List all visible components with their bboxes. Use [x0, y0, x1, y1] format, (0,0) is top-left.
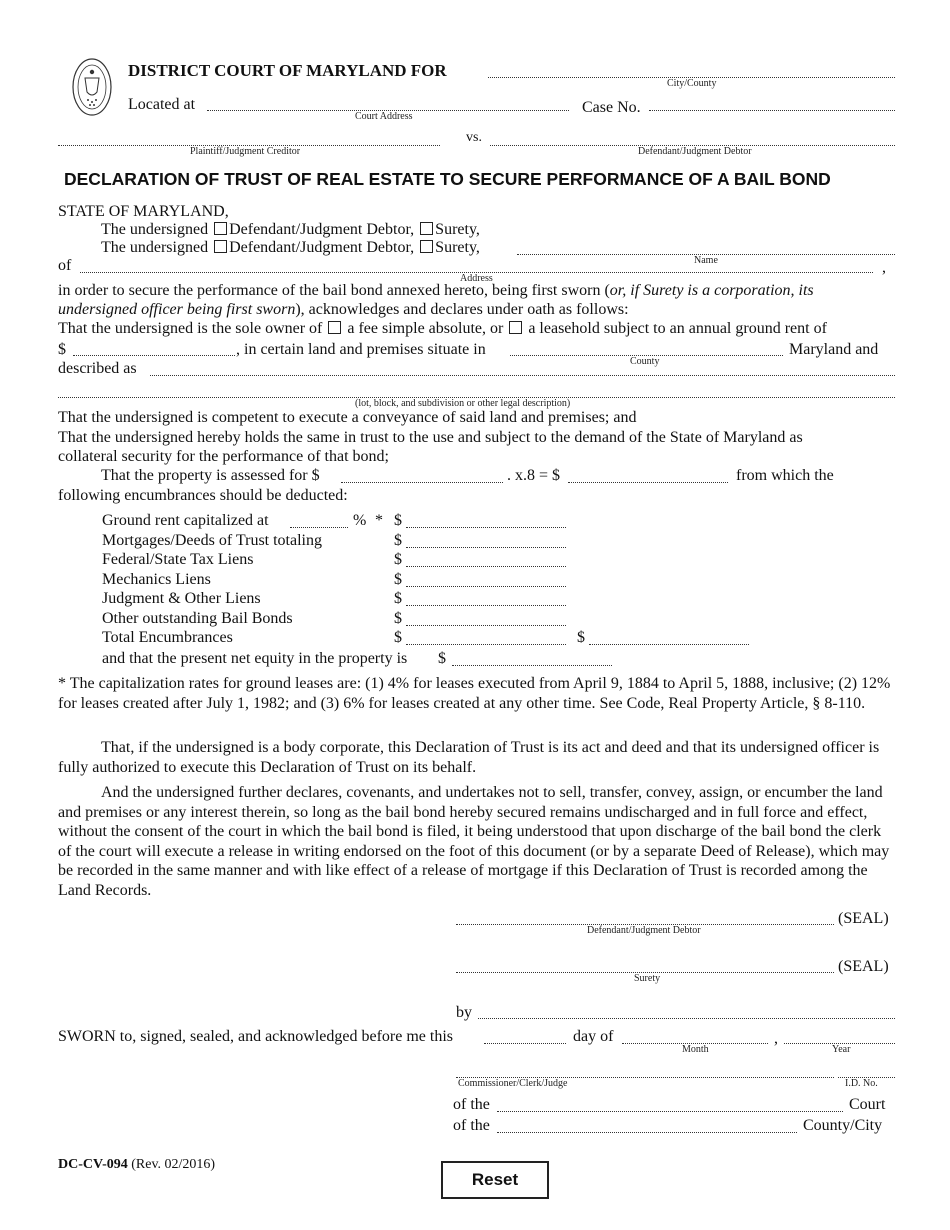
bail-bonds-amount-field[interactable] [406, 625, 566, 626]
case-no-field[interactable] [649, 110, 895, 111]
day-of-label: day of [573, 1028, 614, 1045]
month-caption: Month [682, 1044, 709, 1055]
defendant-option-label: Defendant/Judgment Debtor, [229, 239, 415, 256]
defendant-option-label: Defendant/Judgment Debtor, [229, 221, 415, 238]
seal-label-2: (SEAL) [838, 958, 889, 975]
from-which-label: from which the [736, 467, 834, 484]
fee-simple-checkbox[interactable] [328, 321, 341, 334]
leasehold-checkbox[interactable] [509, 321, 522, 334]
sworn-text-2: ), acknowledges and declares under oath as follows: [295, 301, 629, 318]
date-comma: , [774, 1030, 778, 1047]
sworn-line-2 [58, 301, 629, 319]
day-field[interactable] [484, 1043, 566, 1044]
county-city-label: County/City [803, 1117, 883, 1134]
court-field[interactable] [497, 1111, 843, 1112]
reset-button[interactable]: Reset [441, 1161, 549, 1199]
asterisk-label: * [375, 512, 383, 529]
by-label: by [456, 1004, 472, 1021]
total-encumbrances-label: Total Encumbrances [102, 629, 233, 646]
name-caption: Name [694, 255, 718, 266]
sworn-italic-text: or, if Surety is a corporation, its [609, 282, 814, 299]
of-label: of [58, 257, 72, 274]
owner-text: That the undersigned is the sole owner of [58, 320, 323, 337]
plaintiff-caption: Plaintiff/Judgment Creditor [190, 146, 301, 157]
county-city-field[interactable] [497, 1132, 797, 1133]
ground-rent-rate-field[interactable] [290, 527, 348, 528]
ground-rent-amount-field[interactable] [406, 527, 566, 528]
dollar-label: $ [394, 512, 402, 529]
sworn-line-1 [58, 282, 814, 300]
undersigned-label: The undersigned [101, 221, 209, 238]
legal-description-caption: (lot, block, and subdivision or other legal description) [355, 398, 571, 409]
tax-liens-label: Federal/State Tax Liens [102, 551, 254, 568]
described-as-label: described as [58, 360, 137, 377]
surety-checkbox-2[interactable] [420, 240, 433, 253]
dollar-label: $ [394, 629, 402, 646]
land-text: , in certain land and premises situate in [236, 341, 486, 358]
owner-line [58, 320, 827, 338]
mechanics-liens-amount-field[interactable] [406, 586, 566, 587]
judgment-liens-label: Judgment & Other Liens [102, 590, 261, 607]
surety-signature-caption: Surety [634, 973, 661, 984]
of-the-label-1: of the [453, 1096, 490, 1113]
mechanics-liens-label: Mechanics Liens [102, 571, 211, 588]
ground-rent-capitalized-label: Ground rent capitalized at [102, 512, 269, 529]
ground-rent-field[interactable] [73, 355, 235, 356]
dollar-label: $ [577, 629, 585, 646]
sworn-italic-text-2: undersigned officer being first sworn [58, 301, 296, 318]
trust-text-2: collateral security for the performance of that bond; [58, 448, 389, 465]
mortgages-label: Mortgages/Deeds of Trust totaling [102, 532, 322, 549]
defendant-checkbox-2[interactable] [214, 240, 227, 253]
court-address-caption: Court Address [355, 111, 413, 122]
undersigned-line-1 [101, 221, 480, 239]
surety-option-label: Surety, [435, 239, 480, 256]
dollar-label: $ [394, 610, 402, 627]
undersigned-label: The undersigned [101, 239, 209, 256]
total-encumbrances-field[interactable] [406, 644, 566, 645]
net-equity-label: and that the present net equity in the property is [102, 650, 408, 667]
sworn-label: SWORN to, signed, sealed, and acknowledged before me this [58, 1028, 454, 1045]
bail-bonds-label: Other outstanding Bail Bonds [102, 610, 293, 627]
competent-text: That the undersigned is competent to execute a conveyance of said land and premises; and [58, 409, 637, 426]
capitalization-note: * The capitalization rates for ground leases are: (1) 4% for leases executed from April 9, 1884 to April 5, 1888, inclusive; (2) 12% for leases created after July 1, 1982; and (3) 6% for leases created at any other time. See Code, Real Property Article, § 8-110. [58, 675, 891, 712]
dollar-label: $ [394, 532, 402, 549]
seal-label-1: (SEAL) [838, 910, 889, 927]
dollar-label: $ [438, 650, 446, 667]
encumbrances-label: following encumbrances should be deducted: [58, 487, 348, 504]
defendant-signature-caption: Defendant/Judgment Debtor [587, 925, 701, 936]
total-encumbrances-sum-field[interactable] [589, 644, 749, 645]
sworn-text: in order to secure the performance of the bail bond annexed hereto, being first sworn ( [58, 282, 610, 299]
id-number-caption: I.D. No. [845, 1078, 878, 1089]
leasehold-label: a leasehold subject to an annual ground rent of [528, 320, 827, 337]
of-the-label-2: of the [453, 1117, 490, 1134]
commissioner-caption: Commissioner/Clerk/Judge [458, 1078, 568, 1089]
city-county-caption: City/County [667, 78, 717, 89]
form-id [58, 1157, 215, 1173]
form-revision: (Rev. 02/2016) [131, 1157, 216, 1172]
court-seal-icon [72, 58, 112, 116]
fee-simple-label: a fee simple absolute, or [347, 320, 504, 337]
dollar-label: $ [394, 551, 402, 568]
dollar-label: $ [394, 590, 402, 607]
dollar-label: $ [394, 571, 402, 588]
assessed-label: That the property is assessed for $ [101, 467, 320, 484]
address-caption: Address [460, 273, 493, 284]
county-caption: County [630, 356, 660, 367]
legal-description-field[interactable] [150, 375, 895, 376]
ground-rent-dollar: $ [58, 341, 66, 358]
address-comma: , [882, 259, 886, 276]
undersigned-line-2 [101, 239, 480, 257]
document-title: DECLARATION OF TRUST OF REAL ESTATE TO SECURE PERFORMANCE OF A BAIL BOND [64, 169, 831, 189]
judgment-liens-amount-field[interactable] [406, 605, 566, 606]
mortgages-amount-field[interactable] [406, 547, 566, 548]
state-line: STATE OF MARYLAND, [58, 203, 229, 220]
defendant-caption: Defendant/Judgment Debtor [638, 146, 752, 157]
trust-text-1: That the undersigned hereby holds the same in trust to the use and subject to the demand of the State of Maryland as [58, 429, 803, 446]
surety-option-label: Surety, [435, 221, 480, 238]
corporate-paragraph: That, if the undersigned is a body corporate, this Declaration of Trust is its act and deed and that its undersigned officer is fully authorized to execute this Declaration of Trust on its behalf. [58, 739, 880, 776]
form-number: DC-CV-094 [58, 1157, 128, 1172]
tax-liens-amount-field[interactable] [406, 566, 566, 567]
year-caption: Year [832, 1044, 851, 1055]
net-equity-field[interactable] [452, 665, 612, 666]
case-no-label: Case No. [582, 99, 641, 116]
defendant-checkbox-1[interactable] [214, 222, 227, 235]
court-title: DISTRICT COURT OF MARYLAND FOR [128, 61, 447, 80]
assessed-value-field[interactable] [341, 482, 503, 483]
assessed-multiplier: . x.8 = $ [507, 467, 561, 484]
by-signature-field[interactable] [478, 1018, 895, 1019]
court-label: Court [849, 1096, 886, 1113]
surety-checkbox-1[interactable] [420, 222, 433, 235]
assessed-result-field[interactable] [568, 482, 728, 483]
located-at-label: Located at [128, 96, 196, 113]
vs-label: vs. [466, 130, 482, 145]
covenants-paragraph: And the undersigned further declares, covenants, and undertakes not to sell, transfer, convey, assign, or encumber the land and premises or any interest therein, so long as the bail bond hereby secured remains undischarged and in full force and effect, without the consent of the court in which the bail bond is filed, it being understood that upon discharge of the bail bond the clerk of the court will execute a release in writing endorsed on the foot of this document (or by a separate Deed of Release), which may be recorded in the same manner and with like effect of a release of mortgage if this Declaration of Trust is recorded among the Land Records. [58, 784, 890, 899]
percent-label: % [353, 512, 367, 529]
maryland-and-label: Maryland and [789, 341, 879, 358]
